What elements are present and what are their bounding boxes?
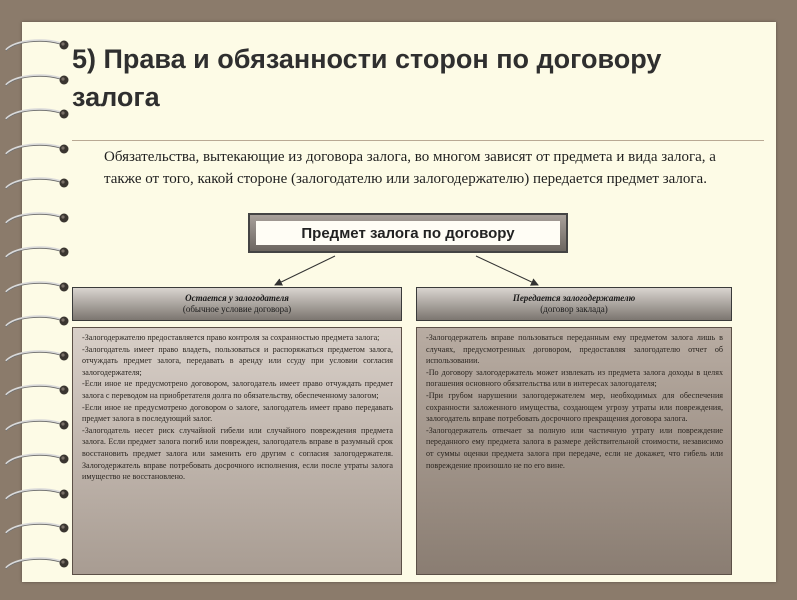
- left-column-box: [72, 327, 402, 575]
- left-column-header: [72, 287, 402, 321]
- list-item: -При грубом нарушении залогодержателем мер, необходимых для обеспечения сохранности заложенного имущества, создающем угрозу утраты или повреждения, залогодатель вправе потребовать досрочного прекращения договора залога.: [426, 390, 723, 424]
- list-item: -По договору залогодержатель может извлекать из предмета залога доходы в целях погашения основного обязательства или в интересах залогодателя;: [426, 367, 723, 389]
- left-header-title: Остается у залогодателя: [185, 293, 289, 303]
- intro-paragraph: Обязательства, вытекающие из договора залога, во многом зависят от предмета и вида залога, а также от того, какой стороне (залогодателю или залогодержателю) передается предмет залога.: [104, 149, 716, 187]
- list-item: -Залогодержатель отвечает за полную или частичную утрату или повреждение переданного ему предмета залога в размере действительной стоимости, независимо от суммы оценки предмета залога при передаче, если не докажет, что гибель или повреждение произошло не по его вине.: [426, 425, 723, 470]
- right-header-subtitle: (договор заклада): [540, 304, 608, 314]
- slide-title: 5) Права и обязанности сторон по договору залога: [72, 44, 662, 112]
- list-item: -Залогодержатель вправе пользоваться переданным ему предметом залога лишь в случаях, предусмотренных договором, предоставляя залогодателю отчет об использовании.: [426, 333, 723, 366]
- right-column-header: [416, 287, 732, 321]
- list-item: -Залогодатель имеет право владеть, пользоваться и распоряжаться предметом залога, отчуждать предмет залога, передавать в аренду или ссуду при условии согласия залогодержателя;: [82, 344, 393, 377]
- right-column-box: [416, 327, 732, 575]
- list-item: -Если иное не предусмотрено договором о залоге, залогодатель имеет право передавать предмет залога в последующий залог.: [82, 402, 393, 424]
- list-item: -Залогодержателю предоставляется право контроля за сохранностью предмета залога;: [82, 333, 380, 342]
- list-item: -Если иное не предусмотрено договором, залогодатель имеет право отчуждать предмет залога с переводом на приобретателя долга по обязательству, обеспеченному залогом;: [82, 379, 393, 400]
- right-header-title: Передается залогодержателю: [512, 293, 636, 303]
- list-item: -Залогодатель несет риск случайной гибели или случайного повреждения предмета залога. Если предмет залога погиб или поврежден, залогодатель вправе в разумный срок восстановить предмет залога или заменить его другим с согласия залогодержателя. Залогодержатель вправе потребовать досрочного исполнения, если после утраты залога имущество не восстановлено.: [82, 425, 393, 482]
- subject-box-label: Предмет залога по договору: [256, 221, 560, 245]
- arrow-left: [275, 256, 335, 285]
- left-header-subtitle: (обычное условие договора): [182, 304, 292, 314]
- arrow-right: [476, 256, 538, 285]
